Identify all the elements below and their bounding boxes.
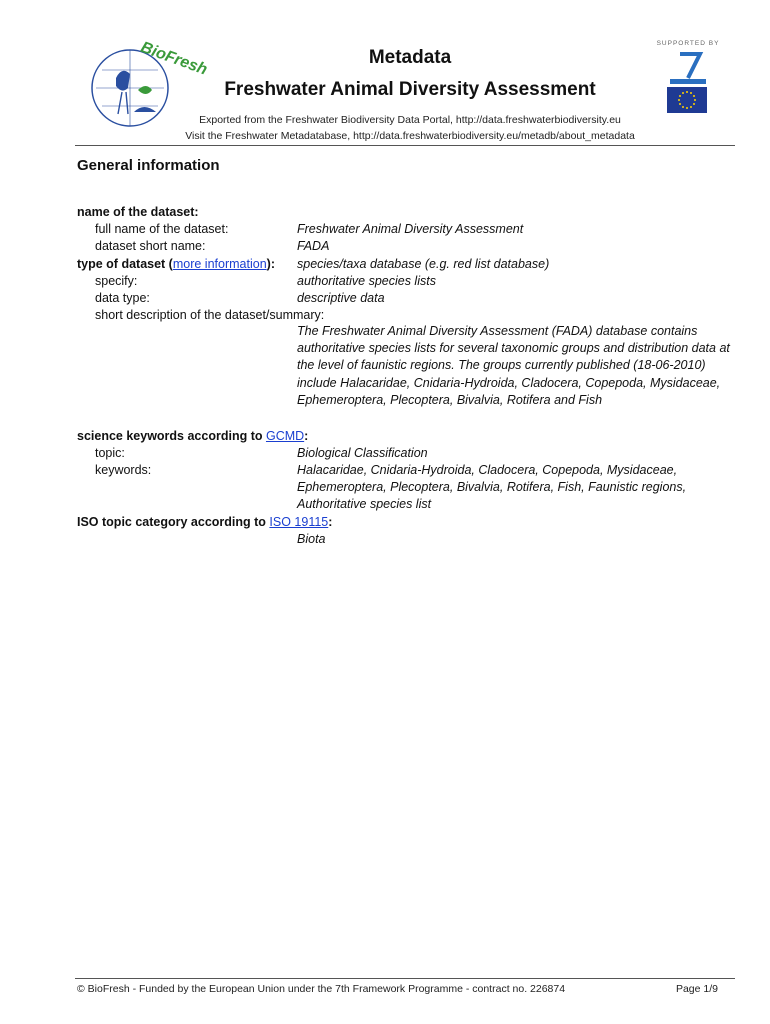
section-title: General information bbox=[77, 157, 220, 174]
topic-value: Biological Classification bbox=[297, 446, 428, 460]
data-type-label: data type: bbox=[95, 291, 150, 305]
iso-label-post: : bbox=[328, 515, 333, 529]
short-description-label: short description of the dataset/summary: bbox=[95, 308, 325, 322]
keywords-value-line2: Ephemeroptera, Plecoptera, Bivalvia, Rotifera, Fish, Faunistic regions, bbox=[297, 480, 687, 494]
short-name-value: FADA bbox=[297, 239, 330, 253]
export-info bbox=[150, 112, 670, 144]
logo-text: BioFresh bbox=[138, 38, 210, 79]
type-label-pre: type of dataset ( bbox=[77, 257, 173, 271]
full-name-value: Freshwater Animal Diversity Assessment bbox=[297, 222, 524, 236]
type-label-post: ): bbox=[266, 257, 275, 271]
keywords-label: keywords: bbox=[95, 463, 152, 477]
iso-topic-heading bbox=[77, 514, 332, 531]
export-line-portal: Exported from the Freshwater Biodiversity Data Portal, http://data.freshwaterbiodiversity.eu bbox=[199, 114, 621, 126]
iso-19115-link[interactable]: ISO 19115 bbox=[269, 515, 329, 529]
supported-by-label: SUPPORTED BY bbox=[656, 40, 720, 47]
keywords-value-line3: Authoritative species list bbox=[297, 497, 432, 511]
data-type-value: descriptive data bbox=[297, 291, 385, 305]
specify-value: authoritative species lists bbox=[297, 274, 436, 288]
footer-funding-text: © BioFresh - Funded by the European Union under the 7th Framework Programme - contract no. 226874 bbox=[77, 983, 566, 995]
more-information-link[interactable]: more information bbox=[172, 257, 267, 271]
topic-label: topic: bbox=[95, 446, 125, 460]
gcmd-link[interactable]: GCMD bbox=[265, 429, 305, 443]
science-keywords-heading bbox=[77, 428, 308, 445]
specify-label: specify: bbox=[95, 274, 138, 288]
footer-divider bbox=[75, 978, 735, 979]
page-subtitle: Freshwater Animal Diversity Assessment bbox=[224, 79, 596, 100]
short-description-value: The Freshwater Animal Diversity Assessment (FADA) database contains authoritative species lists for several taxonomic groups and distribution data at the level of faunistic regions. The groups currently published (18-06-2010) include Halacaridae, Cnidaria-Hydroida, Cladocera, Copepoda, Mysidaceae, Ephemeroptera, Plecoptera, Bivalvia, Rotifera and Fish bbox=[297, 324, 730, 407]
header-divider bbox=[75, 145, 735, 146]
iso-topic-value: Biota bbox=[297, 532, 326, 546]
page-title: Metadata bbox=[368, 47, 452, 68]
iso-label-pre: ISO topic category according to bbox=[77, 515, 270, 529]
eu-flag-icon bbox=[667, 87, 707, 113]
keywords-value-line1: Halacaridae, Cnidaria-Hydroida, Cladocera, Copepoda, Mysidaceae, bbox=[297, 463, 678, 477]
page-number: Page 1/9 bbox=[675, 983, 718, 995]
science-label-pre: science keywords according to bbox=[77, 429, 266, 443]
export-line-metadatabase: Visit the Freshwater Metadatabase, http://data.freshwaterbiodiversity.eu/metadb/about_metadata bbox=[185, 130, 635, 142]
name-of-dataset-heading: name of the dataset: bbox=[77, 205, 199, 219]
full-name-label: full name of the dataset: bbox=[95, 222, 229, 236]
fp7-logo bbox=[668, 52, 708, 86]
science-label-post: : bbox=[304, 429, 309, 443]
short-name-label: dataset short name: bbox=[95, 239, 206, 253]
type-of-dataset-heading bbox=[77, 256, 275, 273]
type-value: species/taxa database (e.g. red list database) bbox=[297, 257, 550, 271]
title-block bbox=[190, 42, 630, 106]
